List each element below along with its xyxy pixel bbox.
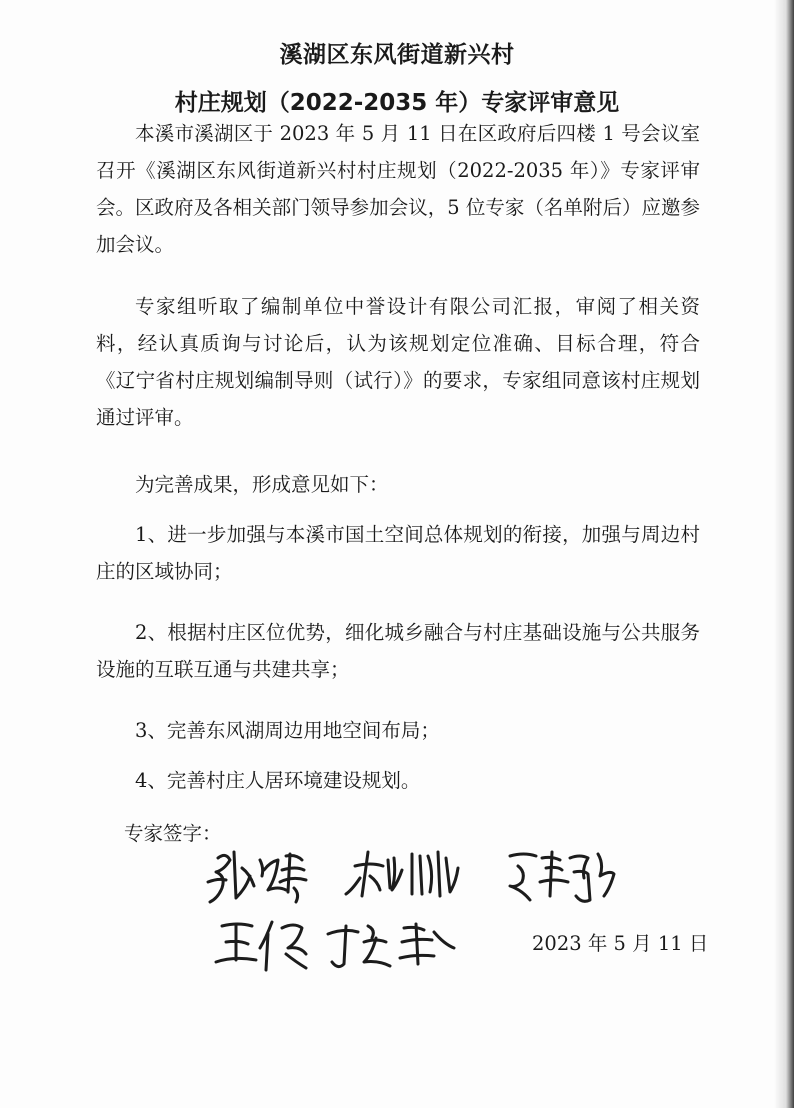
scan-edge-shadow [774, 0, 794, 1108]
document-title-line2: 村庄规划（2022-2035 年）专家评审意见 [174, 90, 620, 116]
handwritten-signatures [190, 838, 650, 978]
document-title-line1: 溪湖区东风街道新兴村 [279, 42, 515, 68]
opinion-item: 3、完善东风湖周边用地空间布局； [135, 719, 440, 742]
signature-label: 专家签字： [124, 822, 222, 845]
paragraph-opinions-intro: 为完善成果，形成意见如下： [135, 473, 389, 496]
signature-1 [208, 852, 306, 902]
signature-5 [328, 924, 454, 967]
paragraph-review-conclusion: 专家组听取了编制单位中誉设计有限公司汇报，审阅了相关资料，经认真质询与讨论后，认为该规划定位准确、目标合理，符合《辽宁省村庄规划编制导则（试行）》的要求，专家组同意该村庄规划通过评审。 [96, 295, 700, 429]
signature-4 [216, 922, 306, 970]
opinion-item: 4、完善村庄人居环境建设规划。 [135, 769, 421, 792]
signature-3 [510, 852, 614, 901]
opinion-item: 2、根据村庄区位优势，细化城乡融合与村庄基础设施与公共服务设施的互联互通与共建共享； [96, 621, 700, 681]
signature-2 [346, 852, 458, 896]
paragraph-meeting-info: 本溪市溪湖区于 2023 年 5 月 11 日在区政府后四楼 1 号会议室召开《溪湖区东风街道新兴村村庄规划（2022-2035 年）》专家评审会。区政府及各相关部门领导参加会议，5 位专家（名单附后）应邀参加会议。 [96, 122, 700, 256]
document-date: 2023 年 5 月 11 日 [532, 932, 709, 955]
opinion-item: 1、进一步加强与本溪市国土空间总体规划的衔接，加强与周边村庄的区域协同； [96, 523, 700, 583]
